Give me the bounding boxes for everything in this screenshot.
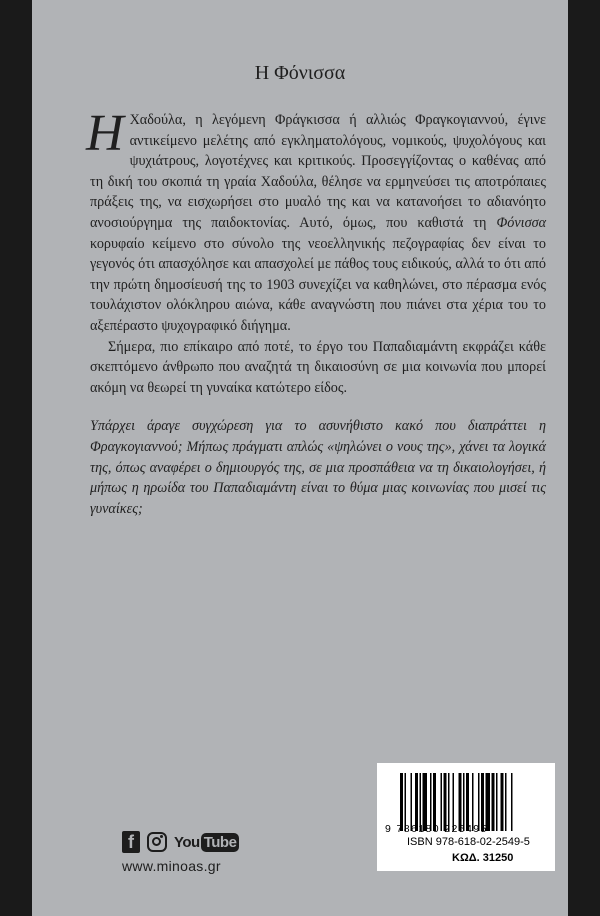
back-cover <box>32 0 568 916</box>
social-icons <box>122 831 239 853</box>
isbn: ISBN 978-618-02-2549-5 <box>407 836 530 848</box>
barcode-label <box>377 763 555 871</box>
book-title: Η Φόνισσα <box>254 62 346 84</box>
barcode-number: 9 786180 225495 <box>385 823 488 835</box>
paragraph-2: Σήμερα, πιο επίκαιρο από ποτέ, το έργο του Παπαδιαμάντη εκφράζει κάθε σκεπτόμενο άνθρωπο που αναζητά τη δικαιοσύνη σε μια κοινωνία που μπορεί ακόμη να θεωρεί τη γυναίκα κατώτερο είδος. <box>90 338 546 396</box>
paragraph-1-text: Χαδούλα, η λεγόμενη Φράγκισσα ή αλλιώς Φραγκογιαννού, έγινε αντικείμενο μελέτης από εγκληματολόγους, νομικούς, ψυχολόγους και ψυχιάτρους, λογοτέχνες και κριτικούς. Προσεγγίζοντας ο καθένας από τη δική του σκοπιά τη γραία Χαδούλα, θέλησε να ερμηνεύσει τις αποτρόπαιες πράξεις της, να εισχωρήσει στο μυαλό της και να κατανοήσει το αδιανόητο ανοσιούργημα της παιδοκτονίας. Αυτό, όμως, που καθιστά τη <box>90 112 546 231</box>
paragraph-3: Υπάρχει άραγε συγχώρεση για το ασυνήθιστο κακό που διαπράττει η Φραγκογιαννού; Μήπως πράγματι απλώς «ψηλώνει ο νους της», χάνει τα λογικά της, όπως αναφέρει ο δημιουργός της, σε μια προσπάθεια να τη δικαιολογήσει, ή μήπως η ηρωίδα του Παπαδιαμάντη είναι το θύμα μιας κοινωνίας που μισεί τις γυναίκες; <box>90 418 546 517</box>
book-name-italic: Φόνισσα <box>496 214 547 231</box>
instagram-icon[interactable] <box>147 832 167 852</box>
drop-cap: Η <box>86 105 124 162</box>
facebook-icon[interactable]: f <box>122 831 140 853</box>
youtube-tube: Tube <box>201 833 240 852</box>
product-code: ΚΩΔ. 31250 <box>452 852 514 864</box>
youtube-you: You <box>174 833 200 851</box>
paragraph-1 <box>86 105 547 337</box>
youtube-icon[interactable] <box>174 833 239 852</box>
website-link[interactable]: www.minoas.gr <box>122 858 221 874</box>
paragraph-1-end: κορυφαίο κείμενο στο σύνολο της νεοελληνικής πεζογραφίας δεν είναι το γεγονός ότι απασχόλησε και απασχολεί με πάθος τους ειδικούς, αλλά το ότι από την πρώτη δημοσίευσή της το 1903 συνεχίζει να καθηλώνει, στο πέρασμα ενός τουλάχιστον ολόκληρου αιώνα, κάθε αναγνώστη που πιάνει στα χέρια του το αξεπέραστο ψυχογραφικό διήγημα. <box>90 235 546 334</box>
blurb-text <box>86 105 547 519</box>
